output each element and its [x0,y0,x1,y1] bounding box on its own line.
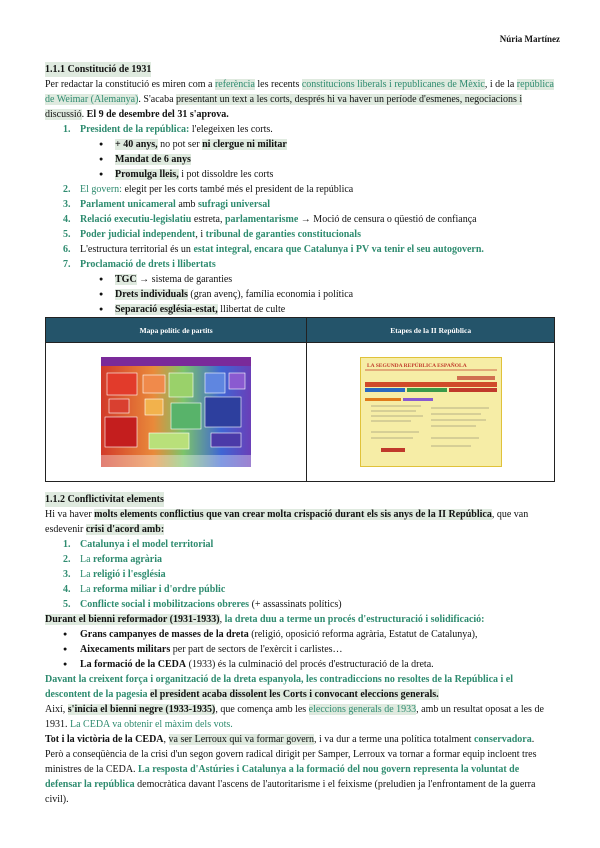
text-run: , i va dur a terme una política totalment [314,734,474,745]
sub-list-item [45,137,555,152]
text-run: constitucions liberals i republicanes de Mèxic [301,79,485,90]
text-run: república de Weimar (Alemanya) [45,79,554,105]
text-run: Mandat de 6 anys [115,154,191,165]
text-run: amb [175,199,199,210]
text-run: crisi d'acord amb: [85,524,165,535]
list-item [45,227,555,242]
list-item [45,552,555,567]
section-title-conflictivitat: 1.1.2 Conflictivitat elements [45,494,164,505]
text-run: Promulga lleis, [115,169,179,180]
text-run: reforma agrària [93,554,162,565]
figure-caption-etapes: Etapes de la II República [307,318,555,343]
list-number: 1. [63,124,71,135]
text-run: , [163,734,169,745]
figure-cell-partits [46,343,307,482]
list-item [45,597,555,612]
text-run: per part de sectors de l'exèrcit i carlistes… [170,644,343,655]
text-run: (+ assassinats polítics) [249,599,342,610]
text-run: El govern: [80,184,122,195]
text-run: parlamentarisme [224,214,299,225]
republic-stages-title: LA SEGUNDA REPÚBLICA ESPAÑOLA [366,363,467,369]
text-run: molts elements conflictius que van crear molta crispació durant els sis anys de la II República [94,509,492,520]
text-run: Catalunya i el model territorial [80,539,214,550]
text-run: va ser Lerroux qui va formar govern [168,734,315,745]
constitucio-intro [45,77,555,122]
text-run: , que comença amb les [215,704,309,715]
text-run: referència [214,79,255,90]
section-title-constitucio: 1.1.1 Constitució de 1931 [45,64,152,75]
text-run: religió i l'església [93,569,166,580]
text-run: + 40 anys, [115,139,158,150]
text-run: llibertat de culte [217,304,286,315]
list-item [45,182,555,197]
list-number: 6. [63,244,71,255]
text-run: presentant un text a les corts, després hi va haver un període d'esmenes, negociacions i discussió [45,94,523,120]
list-number: 7. [63,259,71,270]
list-number: 3. [63,199,71,210]
text-run: tribunal de garanties constitucionals [205,229,361,240]
text-run: La CEDA va obtenir el màxim dels vots. [70,719,233,730]
text-run: President de la república: [80,124,190,135]
text-run: . Però a conseqüència de la crisi d'un segon govern radical dirigit per Samper, Lerroux va tornar a formar equip incloent tres ministres de la CEDA. [45,734,537,775]
list-number: 1. [63,539,71,550]
text-run: Aixecaments militars [80,644,171,655]
text-run: Durant el bienni reformador (1931-1933) [45,614,220,625]
text-run: , que van esdevenir [45,509,529,535]
text-run: la dreta duu a terme un procés d'estructuració i solidificació: [224,614,485,625]
text-run: Per redactar la constitució es miren com a [45,79,215,90]
text-run: Grans campanyes de masses de la dreta [80,629,249,640]
party-map-graphic [101,357,251,467]
republic-stages-image [360,357,502,467]
text-run: (gran avenç), família economia i política [187,289,354,300]
figures-table [45,317,555,482]
text-run: estat integral, encara que Catalunya i PV va tenir el seu autogovern. [193,244,484,255]
text-run: Parlament unicameral [80,199,176,210]
bullet-item [45,642,555,657]
text-run: L'estructura territorial és un [80,244,194,255]
sub-list-item [45,287,555,302]
conflictivitat-list [45,537,555,612]
bullet-item [45,627,555,642]
text-run: no pot ser [157,139,203,150]
text-run: . [81,109,87,120]
text-run: → Moció de censura o qüestió de confiança [298,214,477,225]
list-number: 5. [63,229,71,240]
text-run: ni clergue ni militar [202,139,287,150]
text-run: TGC [115,274,137,285]
text-run: La formació de la CEDA [80,659,187,670]
text-run: Tot i la victòria de la CEDA [45,734,164,745]
sub-list-item [45,167,555,182]
list-item [45,537,555,552]
list-item [45,212,555,227]
text-run: La [80,569,94,580]
text-run: reforma miliar i d'ordre públic [93,584,226,595]
text-run: Drets individuals [115,289,188,300]
conflictivitat-intro [45,507,555,537]
text-run: → sistema de garanties [136,274,233,285]
sub-list [45,137,555,182]
paragraph-lerroux [45,732,555,807]
list-number: 5. [63,599,71,610]
author-name: Núria Martínez [499,34,560,44]
text-run: Relació executiu-legislatiu [80,214,192,225]
paragraph-bienni-negre [45,702,555,732]
republic-stages-graphic [361,358,501,466]
text-run: Així, [45,704,68,715]
text-run: el president acaba dissolent les Corts i convocant eleccions generals. [150,689,439,700]
text-run: La [80,554,94,565]
text-run: i pot dissoldre les corts [178,169,274,180]
text-run: elegit per les corts també més el president de la república [121,184,354,195]
list-item [45,122,555,137]
figure-caption-partits: Mapa polític de partits [46,318,307,343]
text-run: , amb un resultat oposat a les de 1931. [45,704,544,730]
text-run: , [219,614,225,625]
text-run: . S'acaba [138,94,177,105]
text-run: (religió, oposició reforma agrària, Estatut de Catalunya), [248,629,478,640]
text-run: Proclamació de drets i llibertats [80,259,216,270]
text-run: Davant la creixent força i organització de la dreta espanyola, les contradiccions no resoltes de la República i el descontent de la pagesia [45,674,514,700]
list-number: 2. [63,184,71,195]
list-number: 3. [63,569,71,580]
list-number: 2. [63,554,71,565]
sub-list-item [45,302,555,317]
sub-list-item [45,152,555,167]
list-item [45,582,555,597]
text-run: La resposta d'Astúries i Catalunya a la formació del nou govern representa la voluntat de defensar la república [45,764,520,790]
list-number: 4. [63,584,71,595]
text-run: sufragi universal [198,199,270,210]
text-run: Separació església-estat, [115,304,218,315]
text-run: estreta, [191,214,225,225]
text-run: , i de la [484,79,517,90]
text-run: l'elegeixen les corts. [189,124,273,135]
text-run: Poder judicial independent [80,229,196,240]
document-content [45,62,555,807]
constitucio-list [45,122,555,317]
figure-cell-etapes [307,343,555,482]
text-run: , i [195,229,206,240]
dreta-bullets [45,627,555,672]
text-run: Conflicte social i mobilitzacions obreres [80,599,250,610]
text-run: s'inicia el bienni negre (1933-1935) [67,704,216,715]
text-run: Hi va haver [45,509,95,520]
text-run: conservadora [473,734,532,745]
text-run: El 9 de desembre del 31 s'aprova. [86,109,229,120]
paragraph-descontent [45,672,555,702]
text-run: (1933) és la culminació del procés d'estructuració de la dreta. [186,659,434,670]
list-item [45,257,555,272]
list-item [45,567,555,582]
party-map-image [101,357,251,467]
list-item [45,197,555,212]
sub-list-item [45,272,555,287]
list-number: 4. [63,214,71,225]
list-item [45,242,555,257]
text-run: eleccions generals de 1933 [308,704,417,715]
text-run: democràtica davant l'ascens de l'autoritarisme i el feixisme (preludien ja l'enfrontament de la guerra civil). [45,779,536,805]
bullet-item [45,657,555,672]
bienni-reformador-text [45,612,555,627]
text-run: les recents [254,79,302,90]
text-run: La [80,584,94,595]
sub-list [45,272,555,317]
